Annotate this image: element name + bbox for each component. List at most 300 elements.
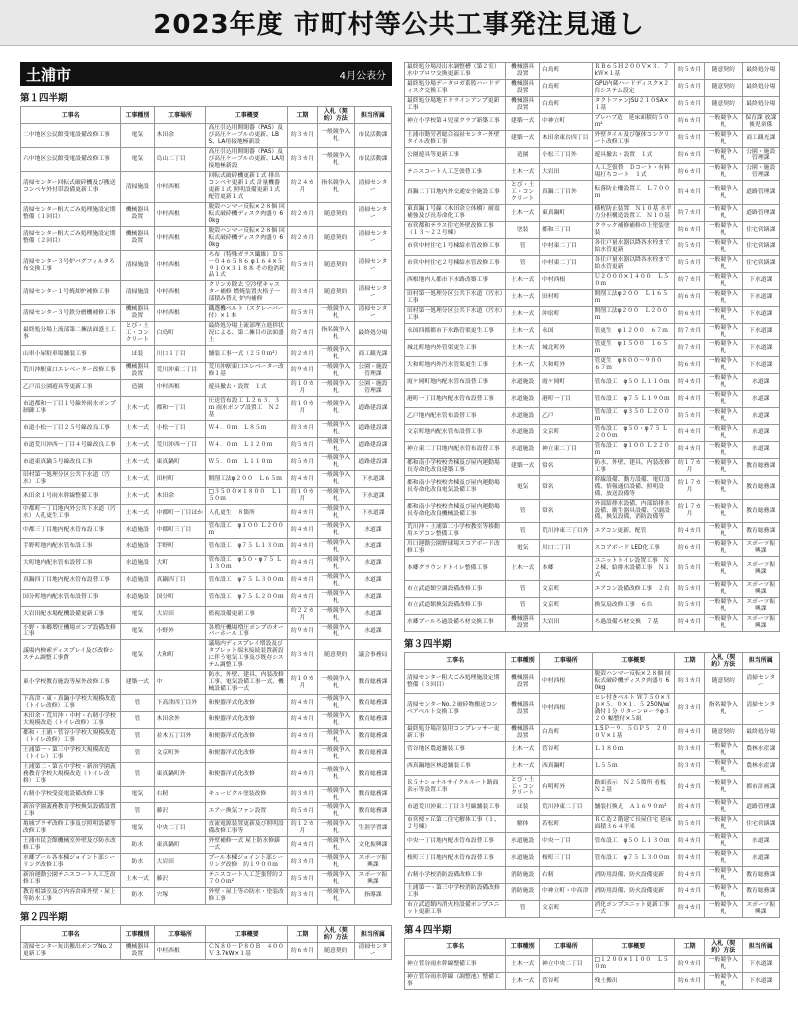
cell-bid-method: 一般競争入札 [705,408,743,425]
cell-location: 中央二丁目 [154,820,206,837]
cell-location: 沖宿町 [540,306,593,323]
cell-summary: ＲＢ６５Ｈ２００Ｖ×３．７kＷ×１基 [592,63,675,80]
cell-location: 神立中央二丁目 [540,956,593,973]
cell-period: 約９カ月 [288,362,318,379]
table-row [405,357,780,374]
cell-work-type: 消防施設 [506,883,540,900]
cell-location: 右籾 [540,867,593,884]
cell-period: 約２カ月 [288,202,318,226]
cell-work-type: 土木一式 [506,357,540,374]
table-row [405,408,780,425]
table-row [21,522,392,539]
table-row [405,441,780,458]
cell-project-name: 荒川沖駅東口エレベーター改修工事 [21,362,121,379]
cell-period: 約５カ月 [675,408,705,425]
cell-work-type: とび・土工・コンクリート [506,181,540,205]
table-row [405,164,780,181]
cell-work-type: 土木一式 [506,973,540,990]
cell-location: 白鳥町 [540,63,593,80]
cell-location: 文京町 [540,900,593,917]
cell-bid-method: 一般競争入札 [317,505,354,522]
cell-work-type: 清掃施設 [121,172,154,203]
cell-bid-method: 一般競争入札 [317,712,354,729]
header-row [21,925,392,942]
table-row [21,606,392,623]
cell-department: 教育総務課 [354,786,391,803]
cell-summary: Ｌ５５ｍ [592,758,675,775]
cell-period: 約９カ月 [288,623,318,640]
cell-work-type: 機械器具設置 [506,63,540,80]
table-row [405,816,780,833]
cell-bid-method: 一般競争入札 [317,745,354,762]
cell-period: 約４カ月 [288,712,318,729]
cell-bid-method: 一般競争入札 [317,786,354,803]
cell-bid-method: 一般競争入札 [317,396,354,420]
table-row [405,850,780,867]
cell-department: 市民活動課 [354,124,391,148]
cell-period: 約１７カ月 [675,458,705,475]
cell-department: 下水道課 [742,323,780,340]
cell-summary: 各住戸量水器以降各水栓まで給水管更新 [592,255,675,272]
cell-period: 約３カ月 [675,758,705,775]
cell-work-type: 管 [121,695,154,712]
table-row [21,124,392,148]
cell-project-name: 清掃センター粗大ごみ処理施設定期整備（２回目） [21,226,121,250]
cell-period: 約４カ月 [288,589,318,606]
cell-bid-method: 一般競争入札 [705,741,743,758]
cell-location: 中村東二丁目 [540,255,593,272]
cell-location: 木田余東台四丁目 [540,130,593,147]
right-column [404,62,780,1022]
table-row [405,775,780,799]
cell-period: 約５カ月 [675,255,705,272]
cell-summary: 管布設工 φ５０ Ｌ１１０ｍ [592,374,675,391]
cell-work-type: とび・土工・コンクリート [506,775,540,799]
cell-bid-method: 一般競争入札 [705,130,743,147]
cell-work-type: 管 [121,762,154,786]
table-row [21,437,392,454]
cell-project-name: 神立小学校第４児童クラブ新築工事 [405,113,506,130]
table-row [405,113,780,130]
cell-project-name: 文京町地内配水管布設替工事 [405,424,506,441]
column-header-bid-method: 入札（契約）方法 [705,938,743,955]
table-header [405,652,780,669]
cell-project-name: 右籾小学校消防設備改修工事 [405,867,506,884]
cell-summary: 管布設工 φ５０・φ７５ Ｌ２００ｍ [592,424,675,441]
cell-project-name: 手野町地内配水管布設工事 [21,538,121,555]
cell-summary: 管布設工 φ５０・φ７５ Ｌ１３０ｍ [206,555,288,572]
cell-period: 約７カ月 [675,272,705,289]
table-row [405,79,780,96]
cell-location: 霞ケ岡町 [540,374,593,391]
cell-department: スポーツ振興課 [742,540,780,557]
cell-bid-method: 随意契約 [705,96,743,113]
cell-location: 常名 [540,458,593,475]
cell-summary: 開削工法φ２００ Ｌ６５ｍ [206,471,288,488]
cell-work-type: 機械器具設置 [506,694,540,725]
table-row [21,854,392,871]
cell-period: 約５カ月 [675,581,705,598]
column-header-location: 工事場所 [154,107,206,124]
cell-project-name: 市道小松一丁目２５号線改良工事 [21,420,121,437]
cell-department: スポーツ振興課 [742,614,780,631]
table-row [405,540,780,557]
table-row [405,374,780,391]
cell-work-type: 土木一式 [506,164,540,181]
cell-department: 水道課 [742,374,780,391]
cell-period: 約１０カ月 [288,488,318,505]
cell-department: 清掃センター [354,226,391,250]
cell-period: 約６カ月 [675,306,705,323]
table-row [405,239,780,256]
cell-period: 約４カ月 [288,695,318,712]
cell-department: 公園・施設管理課 [742,147,780,164]
cell-bid-method: 一般競争入札 [317,803,354,820]
cell-project-name: 中都三丁目地内配水管布設工事 [21,522,121,539]
cell-summary: 鐵選機ベルト（スクレーパー付）×１本 [206,305,288,322]
cell-summary: 残土搬出 [592,973,675,990]
table-row [21,281,392,305]
cell-period: 約４カ月 [288,728,318,745]
cell-summary: □１２００×１１００ Ｌ５０ｍ [592,956,675,973]
cell-period: 約６カ月 [288,943,318,960]
cell-work-type: 管 [121,712,154,729]
cell-summary: 管布設工 φ７５ Ｌ３００ｍ [206,572,288,589]
table-row [405,475,780,499]
cell-bid-method: 一般競争入札 [317,888,354,905]
cell-work-type: 機械器具設置 [506,724,540,741]
cell-period: 約５カ月 [288,871,318,888]
table-row [21,888,392,905]
cell-period: 約３カ月 [675,694,705,725]
cell-bid-method: 一般競争入札 [317,854,354,871]
cell-summary: 1.5Ｐ－９．５ＧＰ５ ２００Ｖ×１基 [592,724,675,741]
cell-period: 約４カ月 [288,837,318,854]
cell-work-type: 建築一式 [506,113,540,130]
cell-project-name: 最終処分場計装用コンプレッサー更新工事 [405,724,506,741]
cell-bid-method: 一般競争入札 [317,346,354,363]
table-row [405,323,780,340]
cell-work-type: 管 [121,745,154,762]
table-row [21,786,392,803]
cell-period: 約４カ月 [675,424,705,441]
table-row [405,289,780,306]
cell-summary: 脱殻ハンマー反転×２８個 回転式破砕機ディスク肉盛り 60kg [206,226,288,250]
cell-bid-method: 一般競争入札 [317,471,354,488]
cell-work-type: 機械器具設置 [506,79,540,96]
cell-project-name: 桜町三丁目地内配水管布設替工事 [405,850,506,867]
cell-project-name: 土浦第一・第三中学校大規模改造（トイレ）工事 [21,745,121,762]
cell-department: 農林水産課 [742,741,780,758]
cell-bid-method: 一般競争入札 [705,164,743,181]
cell-work-type: 土木一式 [121,471,154,488]
cell-project-name: 川口運動公園野球場スコアボード改修工事 [405,540,506,557]
cell-location: 中村西根 [154,281,206,305]
cell-project-name: 乙戸地内配水管布設替工事 [405,408,506,425]
cell-bid-method: 一般競争入札 [705,598,743,615]
cell-project-name: 土浦市勤労者総合福祉センター外壁タイル改修工事 [405,130,506,147]
cell-location: 東真鍋町外 [154,762,206,786]
table-row [21,396,392,420]
cell-summary: 脱殻ハンマー反転×２８個 回転式破砕機ディスク肉盛り 60kg [206,202,288,226]
cell-period: 約６カ月 [675,540,705,557]
cell-department: 道路建設課 [354,420,391,437]
table-row [405,900,780,917]
table-row [21,538,392,555]
table-row [21,454,392,471]
cell-bid-method: 指名競争入札 [317,322,354,346]
cell-bid-method: 随意契約 [317,226,354,250]
cell-bid-method: 指名競争入札 [317,172,354,203]
cell-project-name: 大町地内配水管布設替工事 [21,555,121,572]
cell-work-type: 土木一式 [506,340,540,357]
cell-summary: 転落防止柵設置工 Ｌ７００ｍ [592,181,675,205]
cell-period: 約６カ月 [675,357,705,374]
cell-period: 約７カ月 [675,323,705,340]
cell-project-name: 国分町地内配水管布設替工事 [21,589,121,606]
table-row [405,724,780,741]
cell-department: 教育総務課 [742,867,780,884]
cell-location: 中村東二丁目 [540,239,593,256]
cell-department: スポーツ振興課 [354,854,391,871]
table-row [405,272,780,289]
cell-work-type: 造園 [121,379,154,396]
cell-period: 約３カ月 [288,888,318,905]
table-row [405,205,780,222]
cell-summary: 議場内ディスプレイ増設及びタブレット端末接続装置新設に伴う電気工事及び既存システム調整工事 [206,640,288,671]
cell-department: 住宅営繕課 [742,239,780,256]
cell-location: 大岩田 [154,606,206,623]
cell-project-name: 市道東真鍋５号線改良工事 [21,454,121,471]
cell-bid-method: 一般競争入札 [705,775,743,799]
cell-period: 約５カ月 [288,803,318,820]
column-header-department: 担当所属 [354,925,391,942]
cell-bid-method: 一般競争入札 [317,762,354,786]
cell-bid-method: 一般競争入札 [705,222,743,239]
cell-project-name: 菅谷地区農道舗装工事 [405,741,506,758]
cell-bid-method: 随意契約 [705,670,743,694]
cell-department: 最終処分場 [742,96,780,113]
cell-department: 教育総務課 [354,671,391,695]
cell-project-name: 木田余１号雨水幹線整備工事 [21,488,121,505]
table-row [21,555,392,572]
cell-department: 下水道課 [354,505,391,522]
table-row [21,172,392,203]
cell-bid-method: 一般競争入札 [705,523,743,540]
cell-work-type: 土木一式 [121,396,154,420]
cell-period: 約３カ月 [288,854,318,871]
column-header-location: 工事場所 [154,925,206,942]
cell-project-name: 大和町地内外汚水管渠更生工事 [405,357,506,374]
cell-bid-method: 随意契約 [705,79,743,96]
table-row [405,306,780,323]
cell-bid-method: 一般競争入札 [317,606,354,623]
cell-location: 中村西根 [540,670,593,694]
cell-location: 大和町外 [540,357,593,374]
cell-project-name: 真鍋四丁目地内配水管布設替工事 [21,572,121,589]
cell-location: 藤沢 [154,871,206,888]
table-row [405,391,780,408]
column-header-bid-method: 入札（契約）方法 [317,925,354,942]
cell-department: 住宅営繕課 [742,255,780,272]
cell-project-name: 清掃センター３号炉バグフィルタろ布交換工事 [21,250,121,281]
cell-department: スポーツ振興課 [354,871,391,888]
cell-period: 約３カ月 [288,148,318,172]
cell-department: 水道課 [742,424,780,441]
cell-summary: ろ布（特殊ガラス繊維）ＤＳ－０４６５８６ φ１６４×５９１０×３１８本 その他消耗品１式 [206,250,288,281]
cell-work-type: 機械器具設置 [121,305,154,322]
cell-department: スポーツ振興課 [742,900,780,917]
cell-department: 水道課 [354,589,391,606]
cell-bid-method: 随意契約 [317,640,354,671]
page-title: 2023年度 市町村等公共工事発注見通し [0,0,798,46]
cell-project-name: 市立武道館内消火栓設備ポンプユニット更新工事 [405,900,506,917]
cell-project-name: 小野・本郷増圧機場ポンプ設備改修工事 [21,623,121,640]
table-row [405,222,780,239]
cell-period: 約４カ月 [288,538,318,555]
cell-bid-method: 一般競争入札 [317,623,354,640]
cell-bid-method: 一般競争入札 [317,820,354,837]
cell-location: 中村西根 [154,943,206,960]
cell-bid-method: 指名競争入札 [705,694,743,725]
cell-summary: □３５００×１８００ Ｌ１５０ｍ [206,488,288,505]
cell-project-name: 田村第一処理分区公共下水道（汚水）工事 [21,471,121,488]
cell-department: 住宅営繕課 [742,816,780,833]
cell-bid-method: 一般競争入札 [317,379,354,396]
cell-period: 約４カ月 [288,555,318,572]
cell-work-type: 管 [506,255,540,272]
cell-location: 乙戸 [540,408,593,425]
column-header-department: 担当所属 [742,652,780,669]
cell-project-name: 市営中村住宅１号棟給水管改修工事 [405,239,506,256]
cell-location: 東真鍋町 [154,837,206,854]
table-row [405,758,780,775]
cell-work-type: 土木一式 [506,956,540,973]
cell-summary: 高圧引込用開閉器（PAS）及び高圧ケーブルの更新、LA用接地極新設 [206,148,288,172]
cell-bid-method: 一般競争入札 [317,555,354,572]
cell-period: 約４カ月 [675,900,705,917]
cell-location: 菅谷町 [540,741,593,758]
cell-summary: 和便器洋式化改修 [206,745,288,762]
cell-work-type: 管 [506,499,540,523]
cell-bid-method: 一般競争入札 [705,956,743,973]
cell-bid-method: 一般競争入札 [705,272,743,289]
cell-location: 小松三丁目外 [540,147,593,164]
cell-bid-method: 一般競争入札 [705,799,743,816]
cell-work-type: 建築一式 [121,671,154,695]
cell-summary: 和便器洋式化改修 [206,712,288,729]
cell-project-name: 中都町一丁目地内外公共下水道（汚水）人孔更生工事 [21,505,121,522]
cell-project-name: 東小学校教育施設等屋外改修工事 [21,671,121,695]
table-row [405,147,780,164]
cell-location: 白鳥町 [540,96,593,113]
cell-work-type: 建築一式 [506,458,540,475]
cell-location: 荒川沖東三丁目外 [540,523,593,540]
cell-department: 清掃センター [742,670,780,694]
cell-location: 中神立町・中高津 [540,883,593,900]
cell-bid-method: 一般競争入札 [317,837,354,854]
header-row [21,107,392,124]
cell-summary: 防水、外壁、建具、内装改修工事 [592,458,675,475]
cell-location: 東真鍋町 [154,454,206,471]
cell-location: 中都町三丁目 [154,522,206,539]
cell-period: 約９カ月 [675,956,705,973]
cell-bid-method: 一般競争入札 [705,323,743,340]
cell-summary: 舗装打換え Ａ１６９０ｍ² [592,799,675,816]
cell-location: 木田余 [154,488,206,505]
cell-work-type: 電気 [506,475,540,499]
cell-summary: ＣＮ８０－Ｐ８０Ｂ ４００Ｖ 3.7kW×１基 [206,943,288,960]
cell-work-type: 機械器具設置 [121,943,154,960]
cell-location: 桜町三丁目 [540,850,593,867]
cell-bid-method: 一般競争入札 [317,362,354,379]
table-row [405,255,780,272]
cell-summary: 幹線設備、動力設備、電灯設備、情報通信設備、照明設備、放送設備等 [592,475,675,499]
column-header-period: 工期 [288,925,318,942]
cell-department: 最終処分場 [354,322,391,346]
table-row [21,362,392,379]
cell-department: 下水道課 [354,471,391,488]
cell-project-name: 都和南小学校校舎棟及び屋内運動場長寿命化改良電気設備工事 [405,475,506,499]
cell-bid-method: 随意契約 [705,724,743,741]
cell-period: 約２２カ月 [288,606,318,623]
table-row [21,640,392,671]
cell-bid-method: 一般競争入札 [705,973,743,990]
cell-work-type: 造園 [506,147,540,164]
cell-project-name: 教育相談室及び内容倉庫外壁・屋上等防水工事 [21,888,121,905]
table-row [405,670,780,694]
cell-period: 約６カ月 [675,973,705,990]
cell-period: 約４カ月 [675,775,705,799]
cell-project-name: 水郷プール各本棟ジョイント部シーリング改修工事 [21,854,121,871]
cell-work-type: 管 [506,239,540,256]
cell-summary: ユニットトイレ設置工事 Ｎ２棟、給排水設備工事 Ｎ１式 [592,557,675,581]
cell-department: 文化振興課 [354,837,391,854]
cell-bid-method: 一般競争入札 [705,614,743,631]
cell-bid-method: 一般競争入札 [705,306,743,323]
cell-period: 約４カ月 [675,850,705,867]
cell-bid-method: 一般競争入札 [317,522,354,539]
cell-summary: 人孔更生 ８箇所 [206,505,288,522]
cell-project-name: 土浦第二・第五中学校・新治学園義務教育学校大規模改造（トイレ改修）工事 [21,762,121,786]
cell-summary: 管布設工 φ７５ Ｌ１９０ｍ [592,391,675,408]
cell-project-name: 六中地区公民館受電設備改修工事 [21,148,121,172]
cell-project-name: 水郷プールろ過設備ろ材交換工事 [405,614,506,631]
cell-summary: 開削工法φ２００ Ｌ１６５ｍ [592,289,675,306]
cell-work-type: 水道施設 [506,374,540,391]
cell-period: 約５カ月 [288,437,318,454]
cell-work-type: 電気 [121,124,154,148]
cell-location: 宍塚 [154,888,206,905]
cell-project-name: 市立武道館空調設備改修工事 [405,581,506,598]
cell-location: 荒川沖東二丁目 [540,799,593,816]
cell-bid-method: 随意契約 [317,202,354,226]
cell-work-type: 土木一式 [121,420,154,437]
cell-summary: 舗装工事一式（２５０ｍ²） [206,346,288,363]
table-row [21,322,392,346]
cell-project-name: 市営中村住宅２号棟給水管改修工事 [405,255,506,272]
cell-period: 約４カ月 [675,523,705,540]
cell-period: 約４カ月 [675,867,705,884]
cell-bid-method: 一般競争入札 [705,557,743,581]
cell-summary: ヒレ付きベルト Ｗ７５０×３ｐ×５．０×１．５ 250N/㎟ 溝付１分 リターンローラφ３２０ 幅整付×５組 [592,694,675,725]
cell-work-type: 水道施設 [121,555,154,572]
cell-work-type: 土木一式 [506,289,540,306]
cell-period: 約７カ月 [675,340,705,357]
cell-project-name: 最終処分場地下ドラインアンプ更新工事 [405,96,506,113]
table-row [405,424,780,441]
cell-location: 烏山二丁目 [154,148,206,172]
